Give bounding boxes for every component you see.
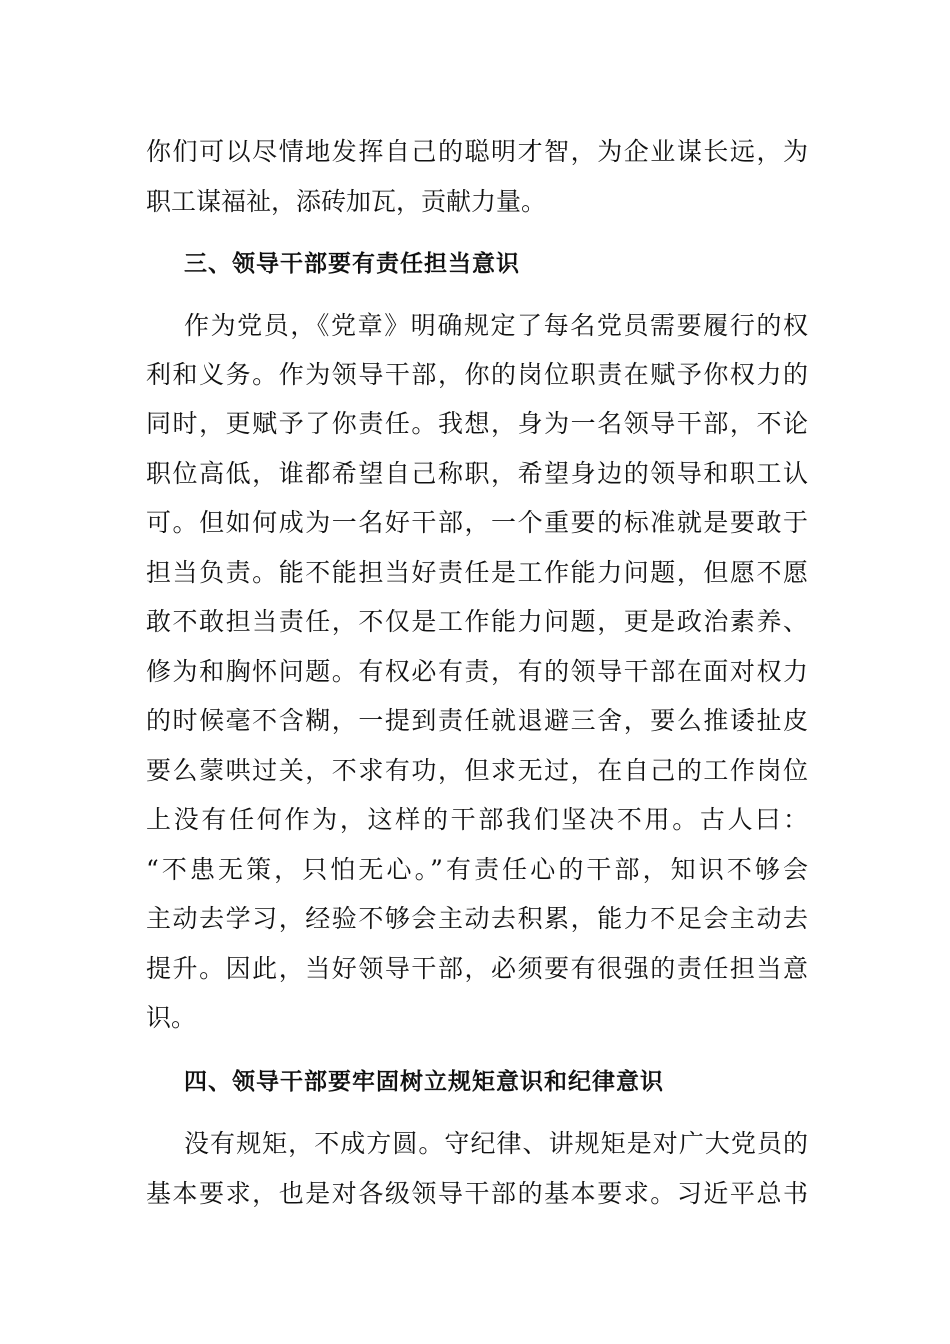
text-line: “不患无策，只怕无心。”有责任心的干部，知识不够会 — [146, 855, 808, 884]
text-line: 担当负责。能不能担当好责任是工作能力问题，但愿不愿 — [146, 558, 808, 587]
text-line: 主动去学习，经验不够会主动去积累，能力不足会主动去 — [146, 904, 808, 933]
text-line: 作为党员，《党章》明确规定了每名党员需要履行的权 — [184, 311, 808, 340]
text-line: 基本要求，也是对各级领导干部的基本要求。习近平总书 — [146, 1179, 808, 1208]
text-line: 提升。因此，当好领导干部，必须要有很强的责任担当意 — [146, 954, 808, 983]
text-line: 识。 — [146, 1003, 197, 1032]
text-line: 上没有任何作为，这样的干部我们坚决不用。古人曰： — [146, 805, 808, 834]
section-heading: 三、领导干部要有责任担当意识 — [184, 251, 520, 277]
text-line: 的时候毫不含糊，一提到责任就退避三舍，要么推诿扯皮 — [146, 706, 808, 735]
text-line: 可。但如何成为一名好干部，一个重要的标准就是要敢于 — [146, 508, 808, 537]
text-line: 职位高低，谁都希望自己称职，希望身边的领导和职工认 — [146, 459, 808, 488]
text-line: 利和义务。作为领导干部，你的岗位职责在赋予你权力的 — [146, 360, 808, 389]
text-line: 修为和胸怀问题。有权必有责，有的领导干部在面对权力 — [146, 657, 808, 686]
text-line: 你们可以尽情地发挥自己的聪明才智，为企业谋长远，为 — [146, 137, 808, 166]
text-line: 没有规矩，不成方圆。守纪律、讲规矩是对广大党员的 — [184, 1129, 808, 1158]
text-line: 要么蒙哄过关，不求有功，但求无过，在自己的工作岗位 — [146, 756, 808, 785]
section-heading: 四、领导干部要牢固树立规矩意识和纪律意识 — [184, 1069, 664, 1095]
text-line: 同时，更赋予了你责任。我想，身为一名领导干部，不论 — [146, 409, 808, 438]
text-line: 职工谋福祉，添砖加瓦，贡献力量。 — [146, 187, 547, 216]
text-line: 敢不敢担当责任，不仅是工作能力问题，更是政治素养、 — [146, 607, 808, 636]
